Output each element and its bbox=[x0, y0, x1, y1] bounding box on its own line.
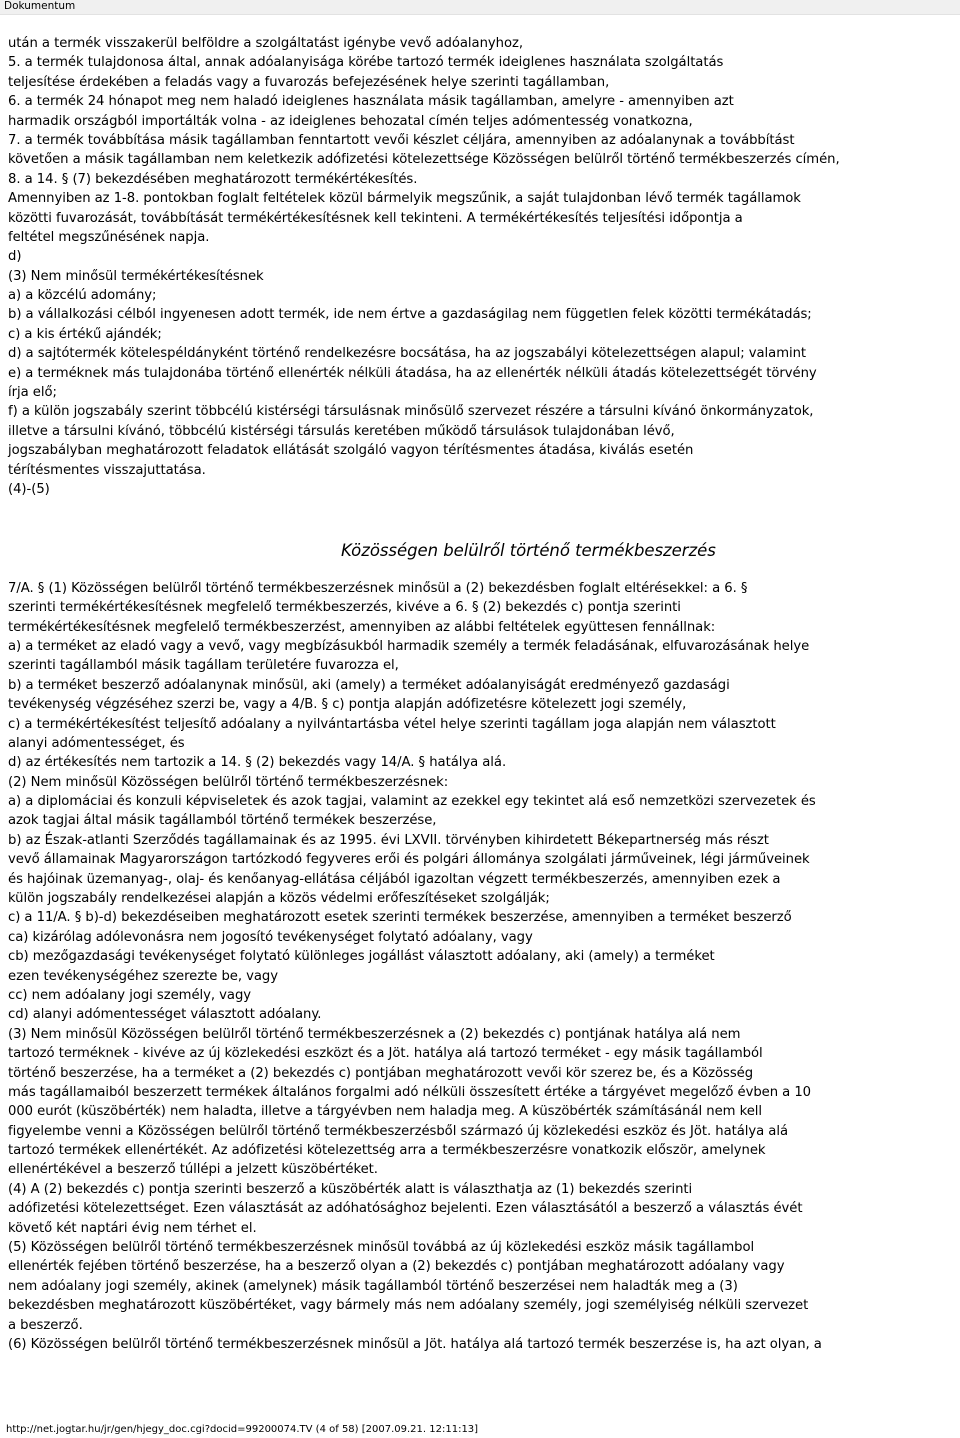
text-line: tartozó terméknek - kivéve az új közlekedési eszközt és a Jöt. hatálya alá tartozó terméket - egy másik tagállamból bbox=[8, 1046, 763, 1062]
text-line: d) a sajtótermék kötelespéldányként történő rendelkezésre bocsátása, ha az jogszabályi kötelezettségen alapul; valamint bbox=[8, 346, 807, 362]
text-line: a) a terméket az eladó vagy a vevő, vagy megbízásukból harmadik személy a termék feladásának, elfuvarozásának helye bbox=[8, 638, 810, 654]
text-line: d) bbox=[8, 249, 22, 265]
text-line: adófizetési kötelezettséget. Ezen választását az adóhatósághoz bejelenti. Ezen választásától a beszerző a választás évét bbox=[8, 1201, 803, 1217]
text-line: figyelembe venni a Közösségen belülről történő termékbeszerzésből származó új közlekedési eszköz és Jöt. hatálya alá bbox=[8, 1123, 788, 1139]
text-line: tevékenység végzéséhez szerzi be, vagy a 4/B. § c) pontja alapján adófizetésre kötelezett jogi személy, bbox=[8, 697, 687, 713]
text-line: c) a kis értékű ajándék; bbox=[8, 326, 162, 342]
text-line: (6) Közösségen belülről történő termékbeszerzésnek minősül a Jöt. hatálya alá tartozó termék beszerzése is, ha azt olyan, a bbox=[8, 1337, 822, 1352]
text-line: 7. a termék továbbítása másik tagállamban fenntartott vevői készlet céljára, amennyiben az adóalanynak a továbbítást bbox=[8, 132, 795, 148]
document-body bbox=[8, 34, 953, 1354]
text-line: tartozó termékek ellenértékét. Az adófizetési kötelezettség arra a termékbeszerzésre vonatkozik először, amelynek bbox=[8, 1143, 766, 1159]
text-line: feltétel megszűnésének napja. bbox=[8, 229, 210, 245]
section-heading: Közösségen belülről történő termékbeszerzés bbox=[341, 540, 716, 560]
text-line: és hajóinak üzemanyag-, olaj- és kenőanyag-ellátása céljából igazoltan végzett termékbeszerzés, amennyiben ezek a bbox=[8, 871, 781, 887]
text-line: 5. a termék tulajdonosa által, annak adóalanyisága körébe tartozó termék ideiglenes használata szolgáltatás bbox=[8, 55, 724, 71]
text-line: (4) A (2) bekezdés c) pontja szerinti beszerző a küszöbérték alatt is választhatja az (1) bekezdés szerinti bbox=[8, 1181, 693, 1197]
paragraphs-bottom bbox=[8, 579, 953, 1355]
text-line: közötti fuvarozását, továbbítását termékértékesítésnek kell tekinteni. A termékértékesítés teljesítési időpontja a bbox=[8, 210, 743, 226]
text-line: 000 eurót (küszöbérték) nem haladta, illetve a tárgyévben nem haladja meg. A küszöbérték számításánál nem kell bbox=[8, 1104, 762, 1120]
document-tab-bar bbox=[0, 0, 960, 15]
text-line: ezen tevékenységéhez szerezte be, vagy bbox=[8, 968, 278, 984]
text-line: Amennyiben az 1-8. pontokban foglalt feltételek közül bármelyik megszűnik, a saját tulajdonban lévő termék tagállamok bbox=[8, 191, 801, 207]
text-line: illetve a társulni kívánó, többcélú kistérségi társulás keretében működő társulások tulajdonában lévő, bbox=[8, 423, 675, 439]
text-line: 6. a termék 24 hónapot meg nem haladó ideiglenes használata másik tagállamban, amelyre - amennyiben azt bbox=[8, 94, 734, 110]
text-line: teljesítése érdekében a feladás vagy a fuvarozás befejezésének helye szerinti tagállamban, bbox=[8, 74, 610, 90]
text-line: ellenértékével a beszerző túllépi a jelzett küszöbértéket. bbox=[8, 1162, 378, 1178]
text-line: ellenérték fejében történő beszerzése, ha a beszerző olyan a (2) bekezdés c) pontjában meghatározott adóalany vagy bbox=[8, 1259, 785, 1275]
text-line: alanyi adómentességet, és bbox=[8, 735, 185, 751]
text-line: 7/A. § (1) Közösségen belülről történő termékbeszerzésnek minősül a (2) bekezdésben foglalt eltérésekkel: a 6. § bbox=[8, 580, 748, 596]
text-line: ca) kizárólag adólevonásra nem jogosító tevékenységet folytató adóalany, vagy bbox=[8, 929, 533, 945]
blank-gap bbox=[8, 499, 953, 518]
text-line: külön jogszabály rendelkezései alapján a közös védelmi erőfeszítéseket szolgálják; bbox=[8, 891, 550, 907]
text-line: cc) nem adóalany jogi személy, vagy bbox=[8, 987, 252, 1003]
text-line: más tagállamaiból beszerzett termékek általános forgalmi adó nélküli összesített értéke a tárgyévet megelőző évben a 10 bbox=[8, 1084, 812, 1100]
text-line: vevő államainak Magyarországon tartózkodó fegyveres erői és polgári állománya szolgálati járműveinek, légi járműveinek bbox=[8, 852, 810, 868]
text-line: (2) Nem minősül Közösségen belülről történő termékbeszerzésnek: bbox=[8, 774, 449, 790]
text-line: c) a termékértékesítést teljesítő adóalany a nyilvántartásba vétel helye szerinti tagállam joga alapján nem választott bbox=[8, 716, 776, 732]
text-line: 8. a 14. § (7) bekezdésében meghatározott termékértékesítés. bbox=[8, 171, 418, 187]
text-line: (3) Nem minősül Közösségen belülről történő termékbeszerzésnek a (2) bekezdés c) pontjának hatálya alá nem bbox=[8, 1026, 741, 1042]
text-line: szerinti tagállamból másik tagállam területére fuvarozza el, bbox=[8, 658, 399, 674]
text-line: (5) Közösségen belülről történő termékbeszerzésnek minősül továbbá az új közlekedési eszköz másik tagállambol bbox=[8, 1240, 755, 1256]
section-heading-block bbox=[8, 519, 953, 579]
text-line: termékértékesítésnek megfelelő termékbeszerzést, amennyiben az alábbi feltételek együttesen fennállnak: bbox=[8, 619, 716, 635]
text-line: c) a 11/A. § b)-d) bekezdéseiben meghatározott esetek szerinti termékek beszerzése, amennyiben a terméket beszerző bbox=[8, 910, 792, 926]
text-line: b) a terméket beszerző adóalanynak minősül, aki (amely) a terméket adóalanyiságát eredményező gazdasági bbox=[8, 677, 730, 693]
text-line: cd) alanyi adómentességet választott adóalany. bbox=[8, 1007, 322, 1023]
text-line: után a termék visszakerül belföldre a szolgáltatást igénybe vevő adóalanyhoz, bbox=[8, 36, 523, 51]
text-line: (4)-(5) bbox=[8, 481, 50, 497]
text-line: szerinti termékértékesítésnek megfelelő termékbeszerzés, kivéve a 6. § (2) bekezdés c) pontja szerinti bbox=[8, 600, 681, 616]
text-line: azok tagjai által másik tagállamból történő termékek beszerzése, bbox=[8, 813, 437, 829]
text-line: a beszerző. bbox=[8, 1317, 83, 1333]
text-line: harmadik országból importálták volna - az ideiglenes behozatal címén teljes adómentesség vonatkozna, bbox=[8, 113, 693, 129]
text-line: követően a másik tagállamban nem keletkezik adófizetési kötelezettsége Közösségen belülről történő termékbeszerzés címén, bbox=[8, 152, 840, 168]
text-line: térítésmentes visszajuttatása. bbox=[8, 462, 206, 478]
text-line: cb) mezőgazdasági tevékenységet folytató különleges jogállást választott adóalany, aki (amely) a terméket bbox=[8, 949, 715, 965]
text-line: írja elő; bbox=[8, 385, 57, 401]
text-line: bekezdésben meghatározott küszöbértéket, vagy bármely más nem adóalany személy, jogi személyiség nélküli szervezet bbox=[8, 1298, 809, 1314]
text-line: történő beszerzése, ha a terméket a (2) bekezdés c) pontjában meghatározott vevői kör szerez be, és a Közösség bbox=[8, 1065, 754, 1081]
text-line: f) a külön jogszabály szerint többcélú kistérségi társulásnak minősülő szervezet részére a társulni kívánó önkormányzatok, bbox=[8, 404, 814, 420]
text-line: jogszabályban meghatározott feladatok ellátását szolgáló vagyon térítésmentes átadása, kiválás esetén bbox=[8, 443, 694, 459]
document-tab-label: Dokumentum bbox=[4, 0, 76, 12]
text-line: e) a terméknek más tulajdonába történő ellenérték nélküli átadása, ha az ellenérték nélküli átadás kötelezettségét törvény bbox=[8, 365, 817, 381]
text-line: a) a diplomáciai és konzuli képviseletek és azok tagjai, valamint az ezekkel egy tekintet alá eső nemzetközi szervezetek és bbox=[8, 794, 816, 810]
page-footer-url: http://net.jogtar.hu/jr/gen/hjegy_doc.cgi?docid=99200074.TV (4 of 58) [2007.09.21. 12:11:13] bbox=[6, 1424, 479, 1435]
text-line: b) az Észak-atlanti Szerződés tagállamainak és az 1995. évi LXVII. törvényben kihirdetett Békepartnerség más részt bbox=[8, 832, 769, 848]
text-line: b) a vállalkozási célból ingyenesen adott termék, ide nem értve a gazdaságilag nem független felek közötti termékátadás; bbox=[8, 307, 812, 323]
text-line: d) az értékesítés nem tartozik a 14. § (2) bekezdés vagy 14/A. § hatálya alá. bbox=[8, 755, 507, 771]
text-line: a) a közcélú adomány; bbox=[8, 288, 157, 304]
paragraphs-top bbox=[8, 34, 953, 499]
text-line: (3) Nem minősül termékértékesítésnek bbox=[8, 268, 264, 284]
text-line: követő két naptári évig nem térhet el. bbox=[8, 1220, 257, 1236]
text-line: nem adóalany jogi személy, akinek (amelynek) másik tagállamból történő beszerzései nem haladták meg a (3) bbox=[8, 1278, 738, 1294]
